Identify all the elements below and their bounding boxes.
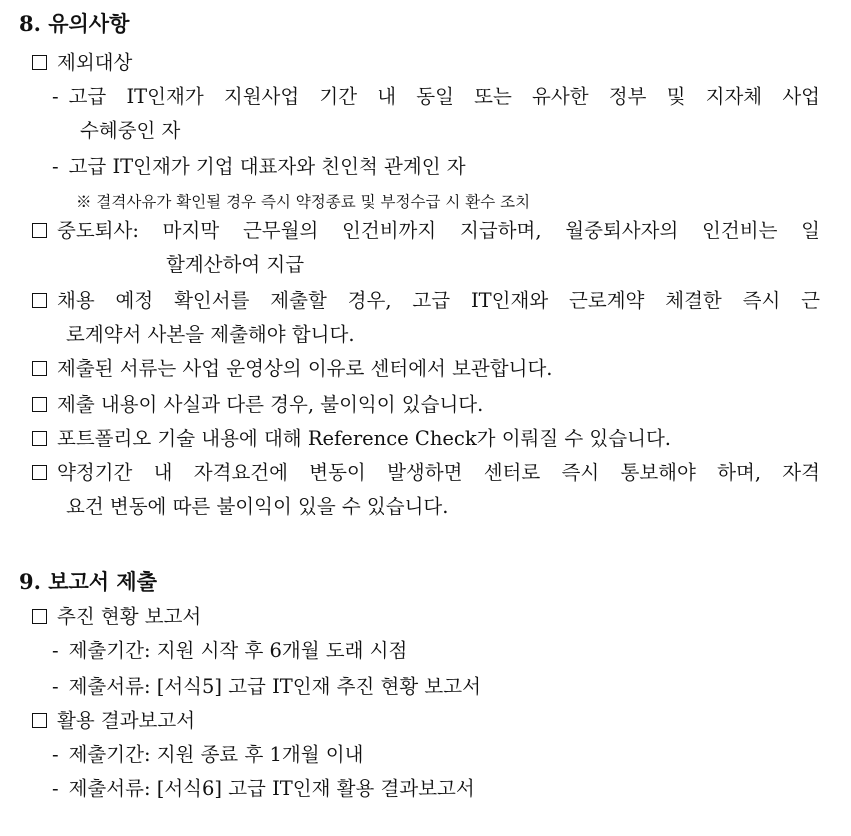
dash-icon: - [52,743,59,766]
report-period-text: 제출기간: 지원 시작 후 6개월 도래 시점 [68,639,408,662]
report-period-text: 제출기간: 지원 종료 후 1개월 이내 [68,743,364,766]
section-9-heading: 9. 보고서 제출 [19,569,157,594]
exclusion-item [52,80,820,114]
notice-text: 약정기간 내 자격요건에 변동이 발생하면 센터로 즉시 통보해야 하며, 자격 [57,461,820,484]
exclusion-item-text: 고급 IT인재가 지원사업 기간 내 동일 또는 유사한 정부 및 지자체 사업 [68,85,820,108]
checkbox-icon [32,431,47,446]
exclusion-note: ※ 결격사유가 확인될 경우 즉시 약정종료 및 부정수급 시 환수 조치 [76,193,531,211]
checkbox-icon [32,223,47,238]
exclusion-label: 제외대상 [57,51,133,74]
notice-text: 포트폴리오 기술 내용에 대해 Reference Check가 이뤄질 수 있습니다. [57,427,671,450]
dash-icon: - [52,85,59,108]
section-8-heading: 8. 유의사항 [19,11,130,36]
exclusion-item-continuation: 수혜중인 자 [80,119,181,142]
checkbox-icon [32,465,47,480]
checkbox-icon [32,293,47,308]
notice-text: 제출된 서류는 사업 운영상의 이유로 센터에서 보관합니다. [57,357,553,380]
notice-continuation: 할계산하여 지급 [166,253,305,276]
notice-continuation: 요건 변동에 따른 불이익이 있을 수 있습니다. [66,495,449,518]
checkbox-icon [32,609,47,624]
notice-continuation: 로계약서 사본을 제출해야 합니다. [66,323,355,346]
notice-item [32,284,820,318]
report-document-text: 제출서류: [서식5] 고급 IT인재 추진 현황 보고서 [68,675,481,698]
exclusion-item-text: 고급 IT인재가 기업 대표자와 친인척 관계인 자 [68,155,466,178]
notice-text: 중도퇴사: 마지막 근무월의 인건비까지 지급하며, 월중퇴사자의 인건비는 일 [57,219,820,242]
checkbox-icon [32,397,47,412]
notice-item [32,456,820,490]
report-document-text: 제출서류: [서식6] 고급 IT인재 활용 결과보고서 [68,777,475,800]
notice-item [32,214,820,248]
dash-icon: - [52,639,59,662]
report-document [52,772,475,806]
exclusion-item [52,150,466,184]
report-label: 추진 현황 보고서 [57,605,202,628]
report-period [52,738,363,772]
report-heading [32,600,201,634]
dash-icon: - [52,675,59,698]
notice-text: 채용 예정 확인서를 제출할 경우, 고급 IT인재와 근로계약 체결한 즉시 근 [57,289,820,312]
notice-text: 제출 내용이 사실과 다른 경우, 불이익이 있습니다. [57,393,484,416]
report-document [52,670,481,704]
notice-item [32,422,671,456]
dash-icon: - [52,155,59,178]
notice-item [32,352,552,386]
exclusion-heading [32,46,132,80]
report-label: 활용 결과보고서 [57,709,196,732]
checkbox-icon [32,713,47,728]
checkbox-icon [32,361,47,376]
dash-icon: - [52,777,59,800]
notice-item [32,388,483,422]
report-heading [32,704,195,738]
report-period [52,634,407,668]
checkbox-icon [32,55,47,70]
